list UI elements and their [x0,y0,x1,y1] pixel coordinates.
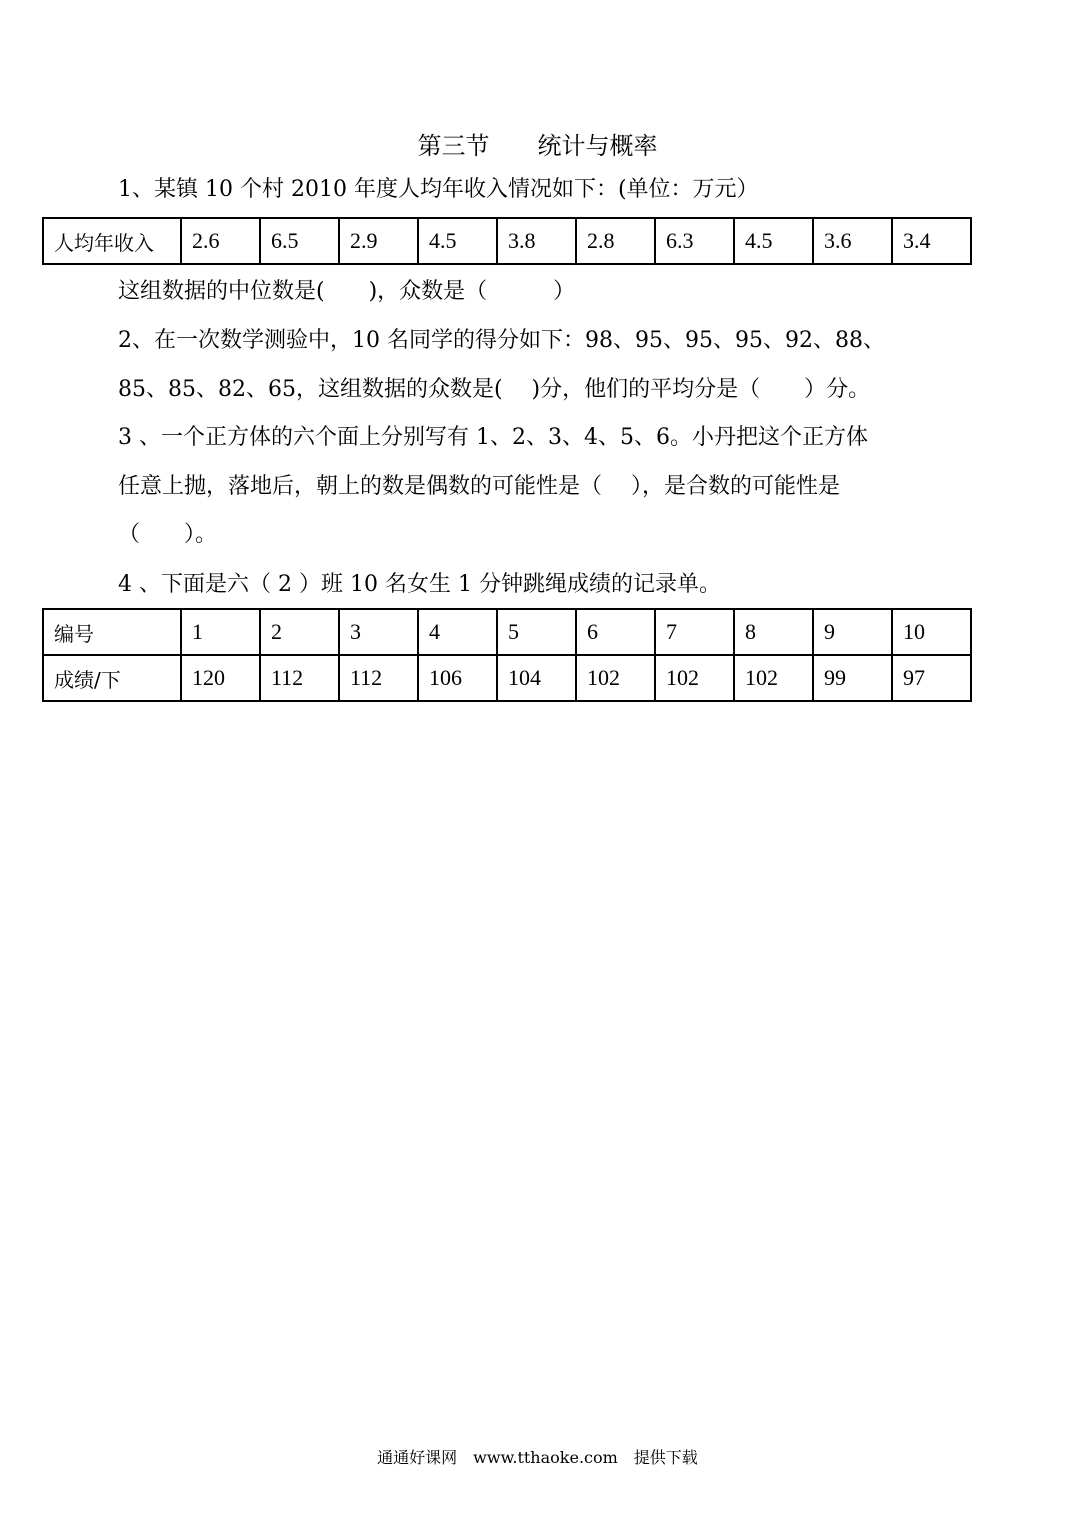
id-row [43,609,971,655]
income-cell: 3.4 [892,218,971,264]
income-header: 人均年收入 [43,218,181,264]
income-cell: 2.9 [339,218,418,264]
question-3-line-3: （ ）。 [118,522,218,547]
score-cell: 120 [181,655,260,701]
id-cell: 8 [734,609,813,655]
income-cell: 2.8 [576,218,655,264]
score-cell: 102 [734,655,813,701]
id-cell: 5 [497,609,576,655]
question-2-line-2: 85、85、82、65，这组数据的众数是( )分，他们的平均分是（ ）分。 [118,377,871,402]
score-header: 成绩/下 [43,655,181,701]
income-table [42,217,972,265]
score-cell: 106 [418,655,497,701]
jump-rope-table [42,608,972,702]
id-cell: 3 [339,609,418,655]
income-row [43,218,971,264]
id-cell: 7 [655,609,734,655]
footer-credit: 通通好课网 www.tthaoke.com 提供下载 [377,1448,698,1467]
score-cell: 102 [576,655,655,701]
question-1-text: 1、某镇 10 个村 2010 年度人均年收入情况如下：(单位：万元） [118,177,759,202]
score-cell: 112 [339,655,418,701]
income-cell: 2.6 [181,218,260,264]
question-3-line-1: 3 、一个正方体的六个面上分别写有 1、2、3、4、5、6。小丹把这个正方体 [118,425,868,450]
income-cell: 4.5 [418,218,497,264]
income-cell: 3.6 [813,218,892,264]
id-cell: 6 [576,609,655,655]
question-3-line-2: 任意上抛，落地后，朝上的数是偶数的可能性是（ ），是合数的可能性是 [118,474,840,499]
income-cell: 4.5 [734,218,813,264]
question-4-text: 4 、下面是六（ 2 ）班 10 名女生 1 分钟跳绳成绩的记录单。 [118,572,721,597]
income-cell: 6.3 [655,218,734,264]
score-cell: 112 [260,655,339,701]
score-row [43,655,971,701]
question-2-line-1: 2、在一次数学测验中，10 名同学的得分如下：98、95、95、95、92、88、 [118,328,885,353]
score-cell: 104 [497,655,576,701]
question-1-blanks: 这组数据的中位数是( )，众数是（ ） [118,279,576,304]
id-header: 编号 [43,609,181,655]
id-cell: 2 [260,609,339,655]
income-cell: 3.8 [497,218,576,264]
id-cell: 9 [813,609,892,655]
page-title: 第三节 统计与概率 [417,132,658,160]
score-cell: 102 [655,655,734,701]
score-cell: 97 [892,655,971,701]
id-cell: 4 [418,609,497,655]
income-cell: 6.5 [260,218,339,264]
id-cell: 1 [181,609,260,655]
id-cell: 10 [892,609,971,655]
score-cell: 99 [813,655,892,701]
